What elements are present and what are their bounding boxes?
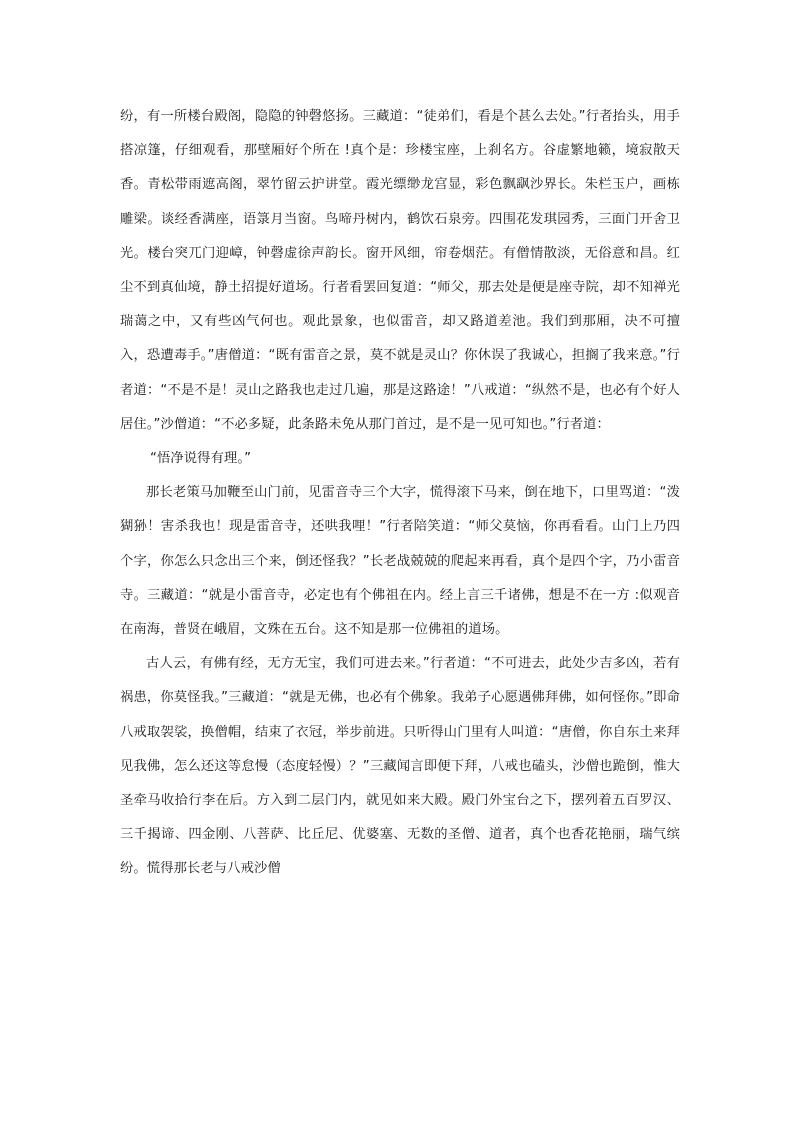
- paragraph-3: 那长老策马加鞭至山门前，见雷音寺三个大字，慌得滚下马来，倒在地下，口里骂道：“泼猢狲！害杀我也！现是雷音寺，还哄我哩！”行者陪笑道：“师父莫恼，你再看看。山门上乃四个字，你怎么只念出三个来，倒还怪我？”长老战兢兢的爬起来再看，真个是四个字，乃小雷音寺。三藏道：“就是小雷音寺，必定也有个佛祖在内。经上言三千诸佛，想是不在一方 :似观音在南海，普贤在峨眉，文殊在五台。这不知是那一位佛祖的道场。: [120, 485, 680, 638]
- paragraph-2: “悟净说得有理。”: [150, 451, 252, 467]
- body-text: [120, 100, 680, 887]
- paragraph-4: 古人云，有佛有经，无方无宝，我们可进去来。”行者道：“不可进去，此处少吉多凶，若有祸患，你莫怪我。”三藏道：“就是无佛，也必有个佛象。我弟子心愿遇佛拜佛，如何怪你。”即命八戒取袈裟，换僧帽，结束了衣冠，举步前进。只听得山门里有人叫道：“唐僧，你自东土来拜见我佛，怎么还这等怠慢（态度轻慢）？”三藏闻言即便下拜，八戒也磕头，沙僧也跪倒，惟大圣牵马收拾行李在后。方入到二层门内，就见如来大殿。殿门外宝台之下，摆列着五百罗汉、三千揭谛、四金刚、八菩萨、比丘尼、优婆塞、无数的圣僧、道者，真个也香花艳丽，瑞气缤纷。慌得那长老与八戒沙僧: [120, 656, 680, 877]
- paragraph-1: 纷，有一所楼台殿阁，隐隐的钟磬悠扬。三藏道：“徒弟们，看是个甚么去处。”行者抬头，用手搭凉篷，仔细观看，那壁厢好个所在 !真个是：珍楼宝座，上刹名方。谷虚繁地籁，境寂散天香。青松带雨遮高阁，翠竹留云护讲堂。霞光缥缈龙宫显，彩色飘飖沙界长。朱栏玉户，画栋雕梁。谈经香满座，语箓月当窗。鸟啼丹树内，鹤饮石泉旁。四围花发琪园秀，三面门开舍卫光。楼台突兀门迎嶂，钟磬虚徐声韵长。窗开风细，帘卷烟茫。有僧情散淡，无俗意和昌。红尘不到真仙境，静土招提好道场。行者看罢回复道：“师父，那去处是便是座寺院，却不知禅光瑞蔼之中，又有些凶气何也。观此景象，也似雷音，却又路道差池。我们到那厢，决不可擅入，恐遭毒手。”唐僧道：“既有雷音之景，莫不就是灵山？你休误了我诚心，担搁了我来意。”行者道：“不是不是！灵山之路我也走过几遍，那是这路途！”八戒道：“纵然不是，也必有个好人居住。”沙僧道：“不必多疑，此条路未免从那门首过，是不是一见可知也。”行者道：: [120, 109, 680, 432]
